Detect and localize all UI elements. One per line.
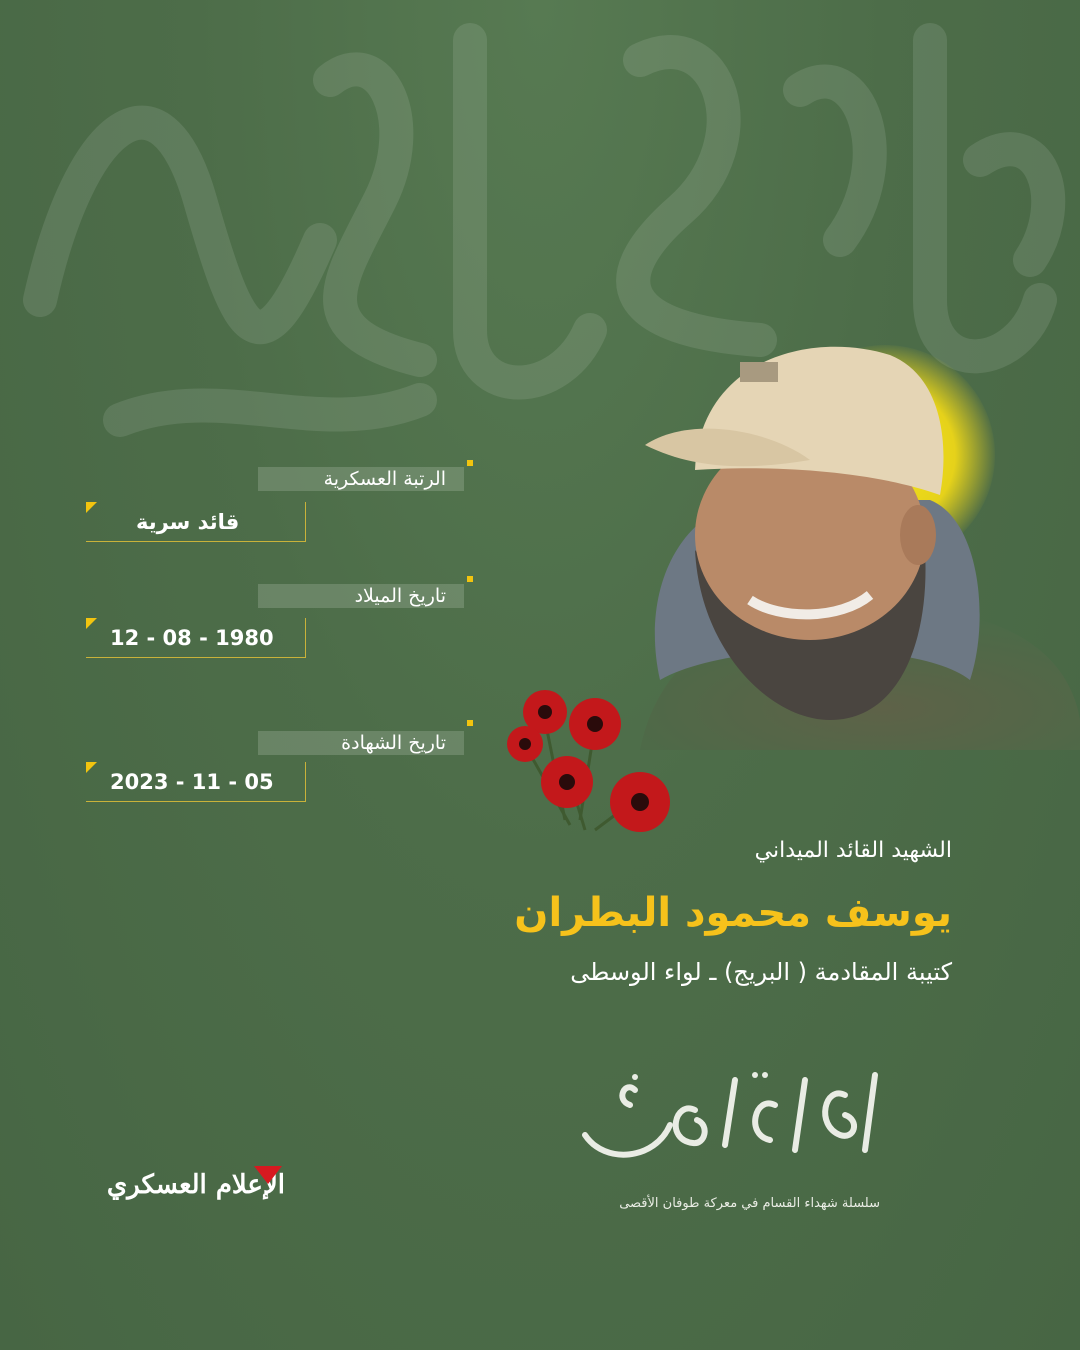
martyrdom-date-value: 2023 - 11 - 05 (110, 770, 274, 794)
martyr-name: يوسف محمود البطران (514, 890, 952, 936)
corner-marker-icon (86, 618, 97, 629)
birth-date-box (86, 618, 306, 658)
red-triangle-icon (254, 1166, 282, 1184)
rank-label-marker (467, 460, 473, 466)
birth-date-label: تاريخ الميلاد (258, 584, 464, 608)
corner-marker-icon (86, 502, 97, 513)
military-media-logo: الإعلام العسكري (106, 1170, 285, 1200)
birth-date-value: 12 - 08 - 1980 (110, 626, 274, 650)
rank-value-box (86, 502, 306, 542)
martyrdom-date-box (86, 762, 306, 802)
martyr-unit: كتيبة المقادمة ( البريج) ـ لواء الوسطى (570, 958, 952, 986)
series-caption: سلسلة شهداء القسام في معركة طوفان الأقصى (619, 1196, 880, 1211)
series-logo (575, 1065, 885, 1165)
corner-marker-icon (86, 762, 97, 773)
poppy-flowers-icon (495, 680, 685, 840)
rank-value: قائد سرية (136, 510, 240, 534)
rank-label: الرتبة العسكرية (258, 467, 464, 491)
martyrdom-date-label: تاريخ الشهادة (258, 731, 464, 755)
martyrdom-label-marker (467, 720, 473, 726)
birth-label-marker (467, 576, 473, 582)
martyr-title: الشهيد القائد الميداني (754, 838, 952, 863)
